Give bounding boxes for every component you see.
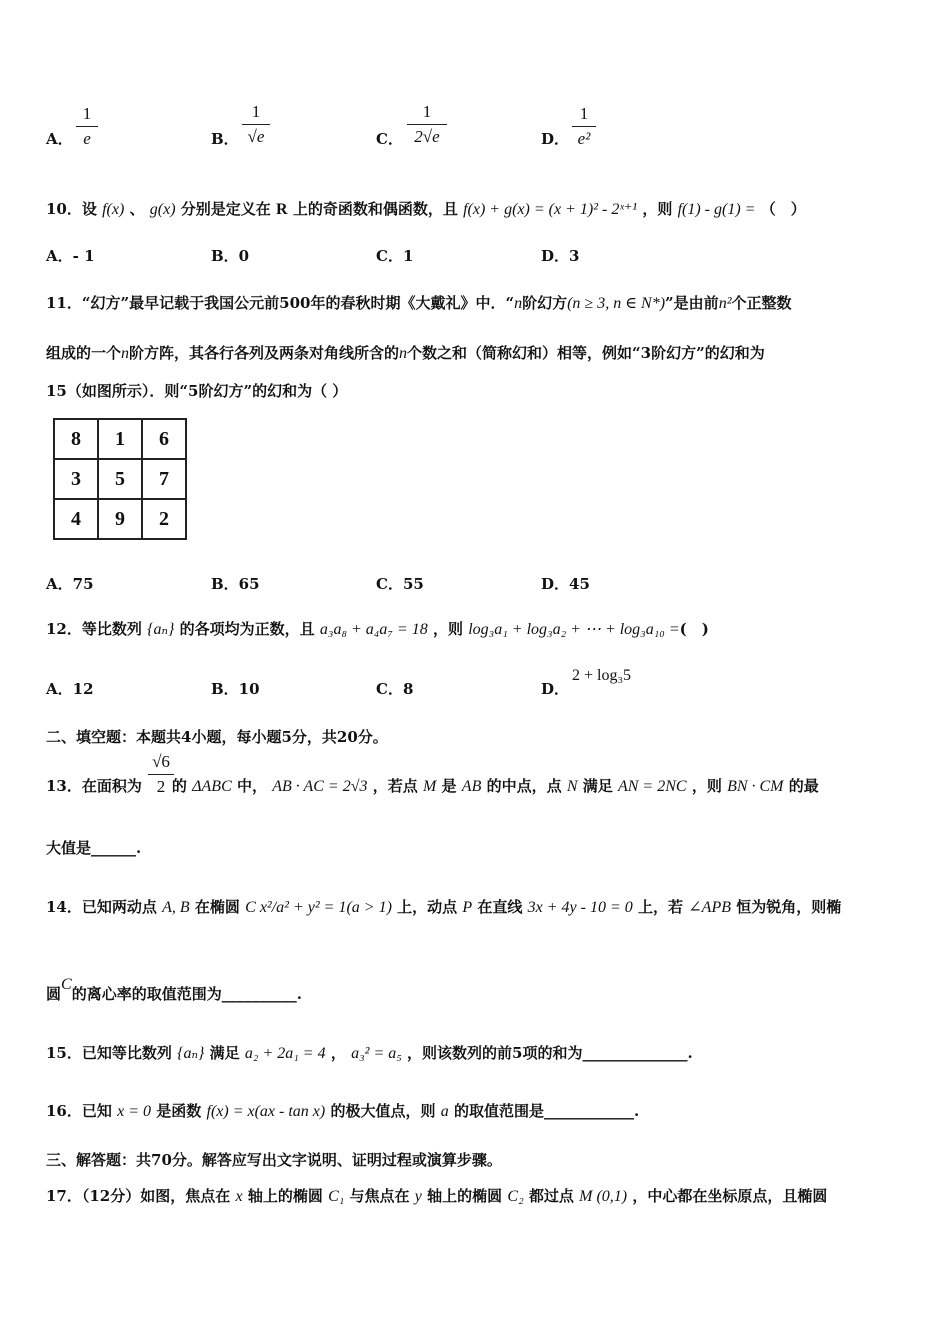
text: ，中心都在坐标原点，且椭圆 [632,1187,828,1205]
text: 上的奇函数和偶函数，且 [292,200,458,218]
math: P [462,899,473,916]
math: f(x) = x(ax - tan x) [206,1103,326,1120]
text: 是函数 [156,1102,202,1120]
fraction-denominator: e² [577,129,591,148]
text: 、 [129,200,145,218]
math: n [514,295,523,312]
question-11-line-3: 15（如图所示）．则“5阶幻方”的幻和为（ ） [46,382,348,400]
text: ， [330,1044,346,1062]
text: 15．已知等比数列 [46,1044,172,1062]
math: 3x + 4y - 10 = 0 [527,899,633,916]
math: {aₙ} [177,1045,205,1062]
math: C x²/a² + y² = 1(a > 1) [245,899,392,916]
q9-option-a-fraction [76,104,98,149]
question-12-stem [46,618,709,639]
text: 与焦点在 [349,1187,410,1205]
fraction-denominator: e [83,129,91,148]
text: 的取值范围是____________. [453,1102,640,1120]
text: 中， [236,777,267,795]
math: M (0,1) [579,1188,628,1205]
text: 满足 [209,1044,240,1062]
grid-cell: 6 [142,419,186,459]
math: a₃a₈ + a₄a₇ = 18 [319,621,428,638]
text: 的各项均为正数，且 [179,620,315,638]
text: 恒为锐角，则椭 [736,898,842,916]
q9-option-d-label: D． [541,130,570,148]
grid-cell: 2 [142,499,186,539]
math: a [440,1103,449,1120]
math: f(x) + g(x) = (x + 1)² - 2ˣ⁺¹ [463,201,638,218]
grid-row [54,499,186,539]
math: M [422,778,437,795]
text: 是 [441,777,457,795]
q9-option-d-fraction [572,104,596,149]
question-13-stem [46,775,819,796]
q10-option-c: C．1 [376,247,414,265]
text: ( ) [679,620,709,638]
text: 圆 [46,985,62,1003]
math: a₂ + 2a₁ = 4 [244,1045,326,1062]
text: ，则 [642,200,673,218]
math: f(x) [102,201,125,218]
q9-option-c-label: C． [376,130,403,148]
q12-option-a: A．12 [46,680,94,698]
fraction-numerator: 1 [251,102,261,121]
math: 2 + log₃5 [572,667,632,684]
text: 轴上的椭圆 [427,1187,503,1205]
fraction-numerator: √6 [152,752,170,771]
grid-row [54,459,186,499]
question-11-line-1 [46,292,792,313]
math: (n ≥ 3, n ∈ N*) [567,295,666,312]
magic-square-grid [53,418,187,540]
text: 11．“幻方”最早记载于我国公元前500年的春秋时期《大戴礼》中．“ [46,294,515,312]
q9-option-a-label: A． [46,130,73,148]
text: 13．在面积为 [46,777,142,795]
text: 满足 [582,777,613,795]
math: ΔABC [192,778,232,795]
q11-option-c: C．55 [376,575,424,593]
math: n² [718,295,732,312]
text: 的极大值点，则 [330,1102,436,1120]
q10-option-a: A．- 1 [46,247,95,265]
section-3-heading: 三、解答题：共70分。解答应写出文字说明、证明过程或演算步骤。 [46,1151,502,1169]
text: 的中点，点 [486,777,562,795]
q12-option-c: C．8 [376,680,414,698]
text: 16．已知 [46,1102,112,1120]
q12-option-d: D． [541,680,570,698]
math: log₃a₁ + log₃a₂ + ⋯ + log₃a₁₀ = [468,621,680,638]
math: AN = 2NC [617,778,687,795]
q12-option-d-value [572,666,631,685]
text: 的离心率的取值范围为__________. [71,985,302,1003]
text: 10．设 [46,200,97,218]
text: 上，动点 [397,898,458,916]
text: 组成的一个 [46,344,122,362]
grid-cell: 1 [98,419,142,459]
fraction-denominator: √e [247,127,265,146]
math: AB · AC = 2√3 [272,778,368,795]
math: g(x) [149,201,176,218]
q10-option-b: B．0 [211,247,250,265]
math: x [235,1188,243,1205]
math: A, B [162,899,190,916]
math: x = 0 [117,1103,152,1120]
question-11-line-2 [46,342,765,363]
q11-option-a: A．75 [46,575,94,593]
text: ”是由前 [665,294,719,312]
grid-cell: 4 [54,499,98,539]
math: ∠APB [688,899,731,916]
text: 阶幻方 [522,294,568,312]
q12-option-b: B．10 [211,680,260,698]
text: 阶方阵，其各行各列及两条对角线所含的 [129,344,400,362]
fraction-numerator: 1 [579,104,589,123]
q9-option-b-fraction [242,102,270,147]
text: 在直线 [477,898,523,916]
fraction-numerator: 1 [422,102,432,121]
text: 17．（12分）如图，焦点在 [46,1187,231,1205]
text: 轴上的椭圆 [247,1187,323,1205]
math: N [566,778,578,795]
grid-cell: 7 [142,459,186,499]
question-16-stem [46,1100,639,1121]
text: 个数之和（简称幻和）相等，例如“3阶幻方”的幻和为 [407,344,765,362]
grid-cell: 3 [54,459,98,499]
text: 分别是定义在 [180,200,271,218]
math: BN · CM [727,778,784,795]
text: 在椭圆 [194,898,240,916]
math: f(1) - g(1) = [677,201,756,218]
section-2-heading: 二、填空题：本题共4小题，每小题5分，共20分。 [46,728,388,746]
question-10-stem [46,198,806,219]
math: y [414,1188,422,1205]
q9-option-c-fraction [407,102,447,147]
math: n [121,345,130,362]
text: 12．等比数列 [46,620,142,638]
grid-row [54,419,186,459]
text: 个正整数 [731,294,792,312]
math: C₂ [507,1188,524,1205]
question-13-line-2: 大值是______. [46,839,142,857]
q10-option-d: D．3 [541,247,580,265]
text: ，则 [691,777,722,795]
text: ，则该数列的前5项的和为______________. [407,1044,693,1062]
grid-cell: 8 [54,419,98,459]
text: 的 [171,777,187,795]
text: ，则 [432,620,463,638]
q11-option-d: D．45 [541,575,590,593]
q11-option-b: B．65 [211,575,260,593]
text: 14．已知两动点 [46,898,157,916]
text: 都过点 [528,1187,574,1205]
math: C [61,976,72,993]
fraction-denominator: 2√e [414,127,440,146]
question-14-line-2 [46,976,302,1004]
text: 上，若 [638,898,684,916]
grid-cell: 9 [98,499,142,539]
math: C₁ [328,1188,345,1205]
q9-option-b-label: B． [211,130,239,148]
fraction-denominator: 2 [156,777,166,796]
math: {aₙ} [147,621,175,638]
question-15-stem [46,1042,693,1063]
fraction-numerator: 1 [82,104,92,123]
math: R [276,201,288,218]
grid-cell: 5 [98,459,142,499]
text: 的最 [788,777,819,795]
math: a₃² = a₅ [351,1045,402,1062]
text: ，若点 [372,777,418,795]
math: n [399,345,408,362]
question-14-stem [46,896,841,917]
question-17-stem [46,1185,827,1206]
text: （ ） [760,200,806,218]
math: AB [461,778,482,795]
